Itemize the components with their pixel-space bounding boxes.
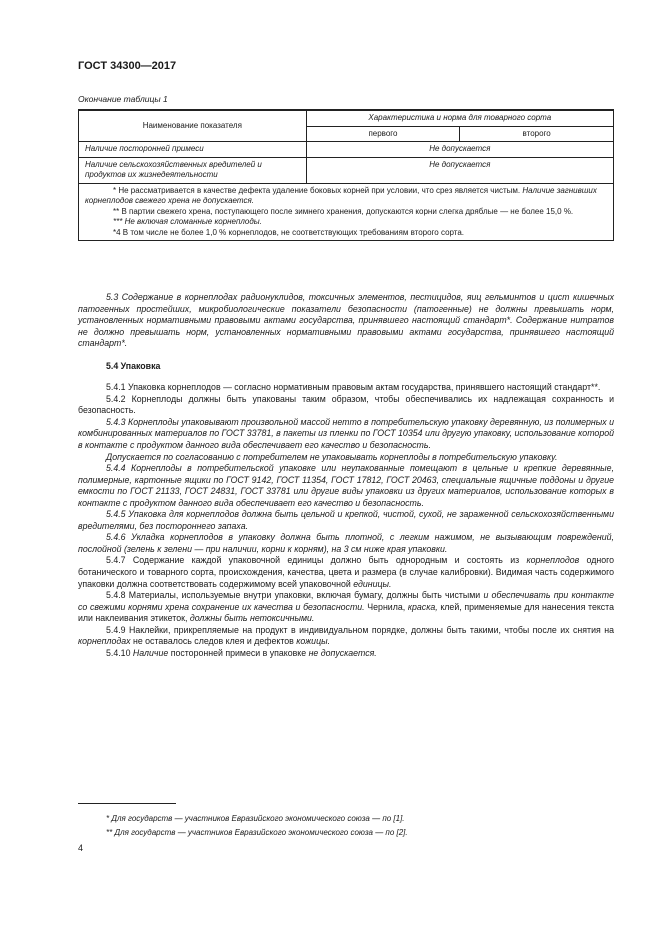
spec-table — [78, 109, 614, 241]
footnotes — [78, 812, 614, 840]
p548-part-d: краска, — [407, 601, 438, 612]
table-notes — [79, 183, 614, 241]
header-indicator-name: Наименование показателя — [79, 110, 307, 142]
p548-part-b: и обеспечивать при контакте со свежими корнями хрена сохранение их качества и безопасности. — [78, 590, 615, 612]
paragraph-5-4-2: 5.4.2 Корнеплоды должны быть упакованы таким образом, чтобы обеспечивались их надлежащая сохранность и безопасность. — [78, 393, 614, 416]
table-row — [79, 157, 614, 183]
footnote-separator — [78, 803, 176, 804]
paragraph-5-4-3-b: Допускается по согласованию с потребителем не упаковывать корнеплоды в потребительскую упаковку. — [106, 451, 558, 462]
paragraph-5-4-9 — [78, 625, 614, 648]
header-grade-first: первого — [306, 126, 460, 142]
p548-part-f: должны быть нетоксичными. — [189, 613, 315, 624]
header-characteristic: Характеристика и норма для товарного сорта — [306, 110, 613, 126]
p549-part-c: не оставалось следов клея и дефектов — [130, 636, 297, 647]
row-value: Не допускается — [306, 142, 613, 158]
p548-part-c: Чернила, — [364, 601, 408, 612]
header-grade-second: второго — [460, 126, 614, 142]
p547-part-b: корнеплодов — [526, 555, 580, 566]
p549-part-a: 5.4.9 Наклейки, прикрепляемые на продукт в индивидуальном порядке, должны быть такими, чтобы после их снятия на — [106, 624, 614, 635]
section-heading-5-4: 5.4 Упаковка — [106, 360, 161, 371]
page-number: 4 — [78, 843, 84, 853]
table-caption: Окончание таблицы 1 — [78, 94, 168, 104]
p549-part-d: кожицы. — [296, 636, 331, 647]
row-name: Наличие посторонней примеси — [79, 142, 307, 158]
paragraph-5-4-5: 5.4.5 Упаковка для корнеплодов должна быть цельной и крепкой, чистой, сухой, не зараженной сельскохозяйственными вредителями, без постороннего запаха. — [78, 509, 614, 531]
p547-part-a: 5.4.7 Содержание каждой упаковочной единицы должно быть однородным и состоять из — [106, 555, 527, 566]
note-1: * Не рассматривается в качестве дефекта удаление боковых корней при условии, что срез является чистым. — [113, 185, 521, 195]
paragraph-5-4-3: 5.4.3 Корнеплоды упаковывают произвольной массой нетто в потребительскую упаковку деревянную, из полимерных и комбинированных материалов по ГОСТ 33781, в пакеты из пленки по ГОСТ 10354 или другую упаковку, использование которой в контакте с продуктом данного вида обеспечивает его качество и безопасность. — [78, 416, 614, 451]
body-text — [78, 292, 614, 659]
paragraph-5-3: 5.3 Содержание в корнеплодах радионуклидов, токсичных элементов, пестицидов, яиц гельминтов и цист кишечных патогенных простейших, микробиологические показатели безопасности (патогенные) не должны превышать норм, установленных нормативными правовыми актами государства, принявшего настоящий стандарт*. Содержание нитратов не должно превышать норм, установленных нормативными правовыми актами государства, принявшего настоящий стандарт*. — [78, 292, 614, 349]
footnote-2: ** Для государств — участников Евразийского экономического союза — по [2]. — [106, 828, 408, 837]
p548-part-e: клей, применяемые для нанесения текста или наклеивания этикеток, — [78, 601, 614, 624]
p547-part-d: единицы. — [353, 578, 392, 589]
table-row — [79, 142, 614, 158]
footnote-1: * Для государств — участников Евразийского экономического союза — по [1]. — [106, 814, 405, 823]
row-value: Не допускается — [306, 157, 613, 183]
p548-part-a: 5.4.8 Материалы, используемые внутри упаковки, включая бумагу, должны быть чистыми — [106, 590, 484, 601]
paragraph-5-4-8 — [78, 590, 614, 625]
standard-number: ГОСТ 34300—2017 — [78, 60, 177, 72]
note-2: ** В партии свежего хрена, поступающего после зимнего хранения, допускаются корни слегка дряблые — не более 15,0 %. — [113, 206, 574, 216]
paragraph-5-4-7 — [78, 555, 614, 590]
p5410-part-b: Наличие — [132, 647, 169, 658]
note-1-extra: Наличие загнивших корнеплодов свежего хрена не допускается. — [85, 185, 597, 205]
note-4: *4 В том числе не более 1,0 % корнеплодов, не соответствующих требованиям второго сорта. — [113, 227, 465, 237]
note-3: *** Не включая сломанные корнеплоды. — [113, 217, 262, 226]
p5410-part-c: посторонней примеси в упаковке — [168, 647, 309, 658]
p5410-part-d: не допускается. — [308, 647, 377, 658]
paragraph-5-4-6: 5.4.6 Укладка корнеплодов в упаковку должна быть плотной, с легким нажимом, не вызывающим повреждений, послойной (зелень к зелени — при наличии, корни к корням), на 3 см ниже края упаковки. — [78, 532, 614, 554]
p549-part-b: корнеплодах — [78, 636, 131, 647]
p5410-part-a: 5.4.10 — [106, 647, 133, 658]
paragraph-5-4-1: 5.4.1 Упаковка корнеплодов — согласно нормативным правовым актам государства, принявшего настоящий стандарт**. — [106, 382, 601, 393]
paragraph-5-4-10 — [78, 648, 614, 660]
p547-part-c: одного ботанического и товарного сорта, происхождения, качества, цвета и размера (в случае калибровки). Видимая часть содержимого упаковки должна соответствовать содержимому всей упаковочной — [78, 555, 614, 589]
paragraph-5-4-4: 5.4.4 Корнеплоды в потребительской упаковке или неупакованные помещают в цельные и крепкие деревянные, полимерные, картонные ящики по ГОСТ 9142, ГОСТ 11354, ГОСТ 17812, ГОСТ 20463, специальные ящичные поддоны и другие емкости по ГОСТ 21133, ГОСТ 24831, ГОСТ 33781 или другие виды упаковки из других материалов, использование которых в контакте с продуктом данного вида обеспечивает его качество и безопасность. — [78, 463, 614, 508]
row-name: Наличие сельскохозяйственных вредителей и продуктов их жизнедеятельности — [79, 157, 307, 183]
